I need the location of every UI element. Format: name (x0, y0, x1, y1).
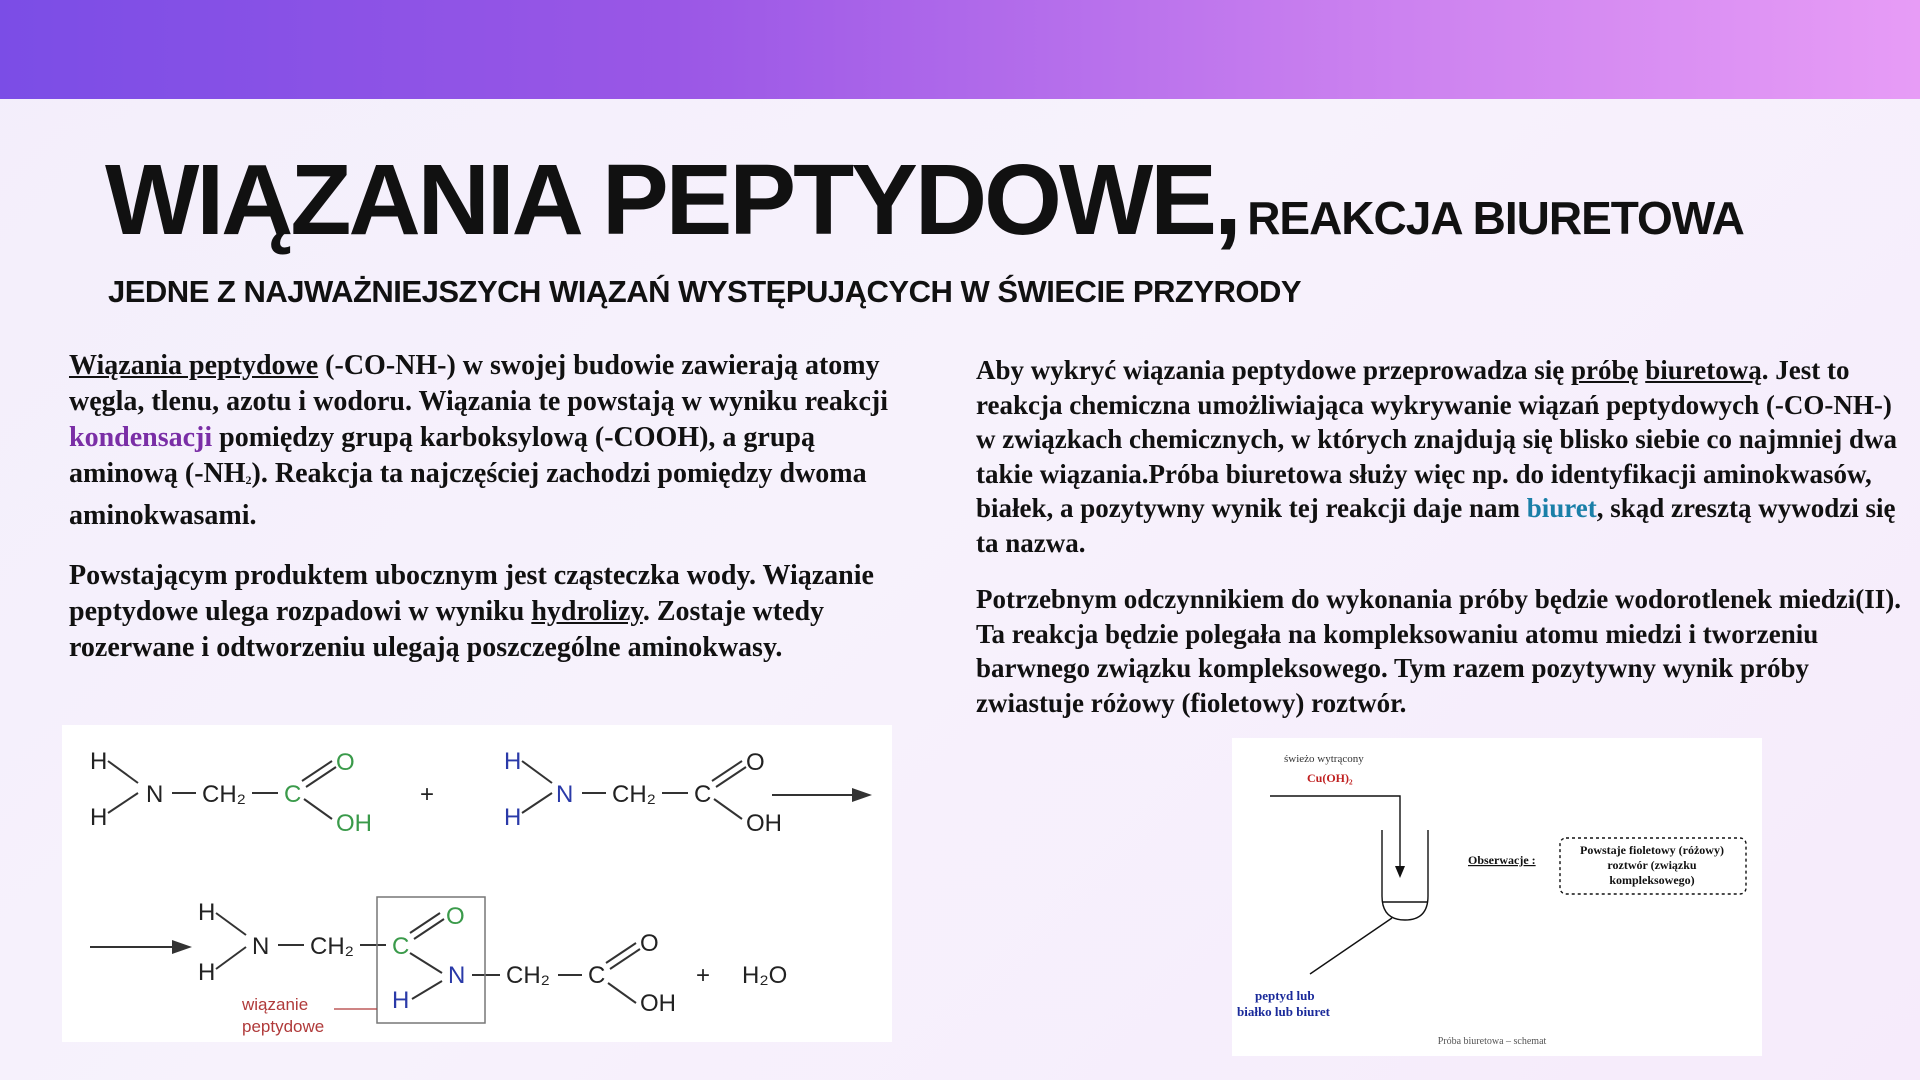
reaction-scheme-image (62, 725, 892, 1042)
bond-line (712, 761, 742, 781)
group-ch2: CH₂ (612, 781, 656, 808)
observation-line-2: roztwór (związku (1607, 858, 1697, 872)
right-paragraph-1 (976, 353, 1906, 560)
bond-line (306, 767, 336, 787)
top-gradient-bar (0, 0, 1920, 99)
atom-c: C (694, 781, 712, 808)
atom-o: O (336, 749, 355, 776)
group-ch2: CH₂ (506, 962, 550, 989)
atom-n: N (252, 933, 270, 960)
bond-line (522, 793, 552, 813)
title-main: WIĄZANIA PEPTYDOWE, (105, 144, 1239, 256)
page-title (105, 144, 1744, 256)
bond-line (410, 913, 440, 933)
atom-h: H (90, 748, 108, 775)
atom-c: C (588, 962, 606, 989)
left-column (69, 348, 899, 690)
bond-label-line-2: peptydowe (242, 1017, 325, 1036)
atom-h: H (90, 804, 108, 831)
group-oh: OH (640, 990, 676, 1017)
observation-line-1: Powstaje fioletowy (różowy) (1580, 843, 1724, 857)
group-ch2: CH₂ (310, 933, 354, 960)
atom-n: N (146, 781, 164, 808)
term-hydrolysis: hydrolizy (531, 596, 643, 627)
bond-line (108, 793, 138, 813)
reagent-formula: Cu(OH)₂ (1307, 771, 1353, 785)
left-paragraph-2 (69, 558, 899, 666)
dropper-line (1270, 796, 1400, 873)
text-span: Aby wykryć wiązania peptydowe przeprowadza się (976, 355, 1571, 385)
right-column (976, 353, 1906, 742)
text-span: (-CO-NH-) w swojej budowie zawierają atomy węgla, tlenu, azotu i wodoru. Wiązania te powstają w wyniku reakcji (69, 350, 889, 417)
atom-h: H (198, 899, 216, 926)
bond-line (304, 799, 332, 819)
atom-o: O (746, 749, 765, 776)
bond-line (714, 799, 742, 819)
plus-sign: + (420, 781, 435, 808)
atom-h: H (504, 748, 522, 775)
term-condensation: kondensacji (69, 422, 213, 453)
bond-line (610, 949, 640, 969)
atom-n: N (448, 962, 466, 989)
group-oh: OH (746, 810, 782, 837)
biuret-test-schematic (1232, 738, 1762, 1056)
subscript: 2 (245, 473, 252, 487)
diagram-caption: Próba biuretowa – schemat (1437, 1036, 1547, 1047)
bond-line (302, 761, 332, 781)
observations-label: Obserwacje : (1468, 853, 1536, 867)
group-oh: OH (336, 810, 372, 837)
reagent-label: świeżo wytrącony (1284, 753, 1364, 765)
water-formula: H₂O (742, 962, 788, 989)
text-span: ). Reakcja ta najczęściej zachodzi pomiędzy dwoma aminokwasami. (69, 458, 867, 531)
text-span: Powstającym produktem ubocznym jest cząsteczka wody. Wiązanie peptydowe ulega rozpadowi w wyniku (69, 560, 874, 627)
title-sub: REAKCJA BIURETOWA (1247, 192, 1744, 244)
sample-line-2: białko lub biuret (1237, 1004, 1330, 1019)
bond-line (108, 761, 138, 783)
term-probe: próbę (1570, 355, 1639, 385)
atom-c: C (392, 933, 410, 960)
atom-o: O (640, 930, 659, 957)
right-paragraph-2: Potrzebnym odczynnikiem do wykonania próby będzie wodorotlenek miedzi(II). Ta reakcja będzie polegała na kompleksowaniu atomu miedzi i tworzeniu barwnego związku kompleksowego. Tym razem pozytywny wynik próby zwiastuje różowy (fioletowy) roztwór. (976, 584, 1902, 718)
bond-line (414, 919, 444, 939)
test-tube (1382, 830, 1428, 920)
bond-line (522, 761, 552, 783)
bond-label-line-1: wiązanie (242, 995, 309, 1014)
term-biuret-test: biuretową (1645, 355, 1762, 385)
term-biuret: biuret (1526, 493, 1597, 523)
atom-h: H (392, 987, 410, 1014)
bond-line (216, 947, 246, 969)
bond-line (412, 981, 442, 999)
biuret-test-image (1232, 738, 1762, 1056)
bond-line (716, 767, 746, 787)
bond-line (606, 943, 636, 963)
bond-line (608, 983, 636, 1003)
plus-sign: + (696, 962, 711, 989)
arrow-head (172, 940, 192, 954)
left-paragraph-1 (69, 348, 899, 534)
text-span: , skąd zresztą wywodzi się ta nazwa. (976, 493, 1896, 558)
reaction-scheme (62, 725, 892, 1042)
sample-pointer (1310, 918, 1392, 974)
group-ch2: CH₂ (202, 781, 246, 808)
atom-c: C (284, 781, 302, 808)
term-peptide-bonds: Wiązania peptydowe (69, 350, 319, 381)
atom-h: H (198, 959, 216, 986)
text-span: . Zostaje wtedy rozerwane i odtworzeniu ulegają poszczególne aminokwasy. (69, 596, 825, 663)
drop-arrow-head (1395, 866, 1405, 878)
page-subtitle: JEDNE Z NAJWAŻNIEJSZYCH WIĄZAŃ WYSTĘPUJĄCYCH W ŚWIECIE PRZYRODY (108, 274, 1302, 309)
text-span: pomiędzy grupą karboksylową (-COOH), a grupą aminową (-NH (69, 422, 815, 489)
bond-line (216, 913, 246, 935)
sample-line-1: peptyd lub (1255, 988, 1315, 1003)
arrow-head (852, 788, 872, 802)
observation-line-3: kompleksowego) (1609, 873, 1695, 887)
atom-n: N (556, 781, 574, 808)
atom-o: O (446, 903, 465, 930)
atom-h: H (504, 804, 522, 831)
bond-line (410, 953, 442, 973)
text-span: . Jest to reakcja chemiczna umożliwiająca wykrywanie wiązań peptydowych (-CO-NH-) w związkach chemicznych, w których znajdują się blisko siebie co najmniej dwa takie wiązania.Próba biuretowa służy więc np. do identyfikacji aminokwasów, białek, a pozytywny wynik tej reakcji daje nam (976, 355, 1897, 523)
